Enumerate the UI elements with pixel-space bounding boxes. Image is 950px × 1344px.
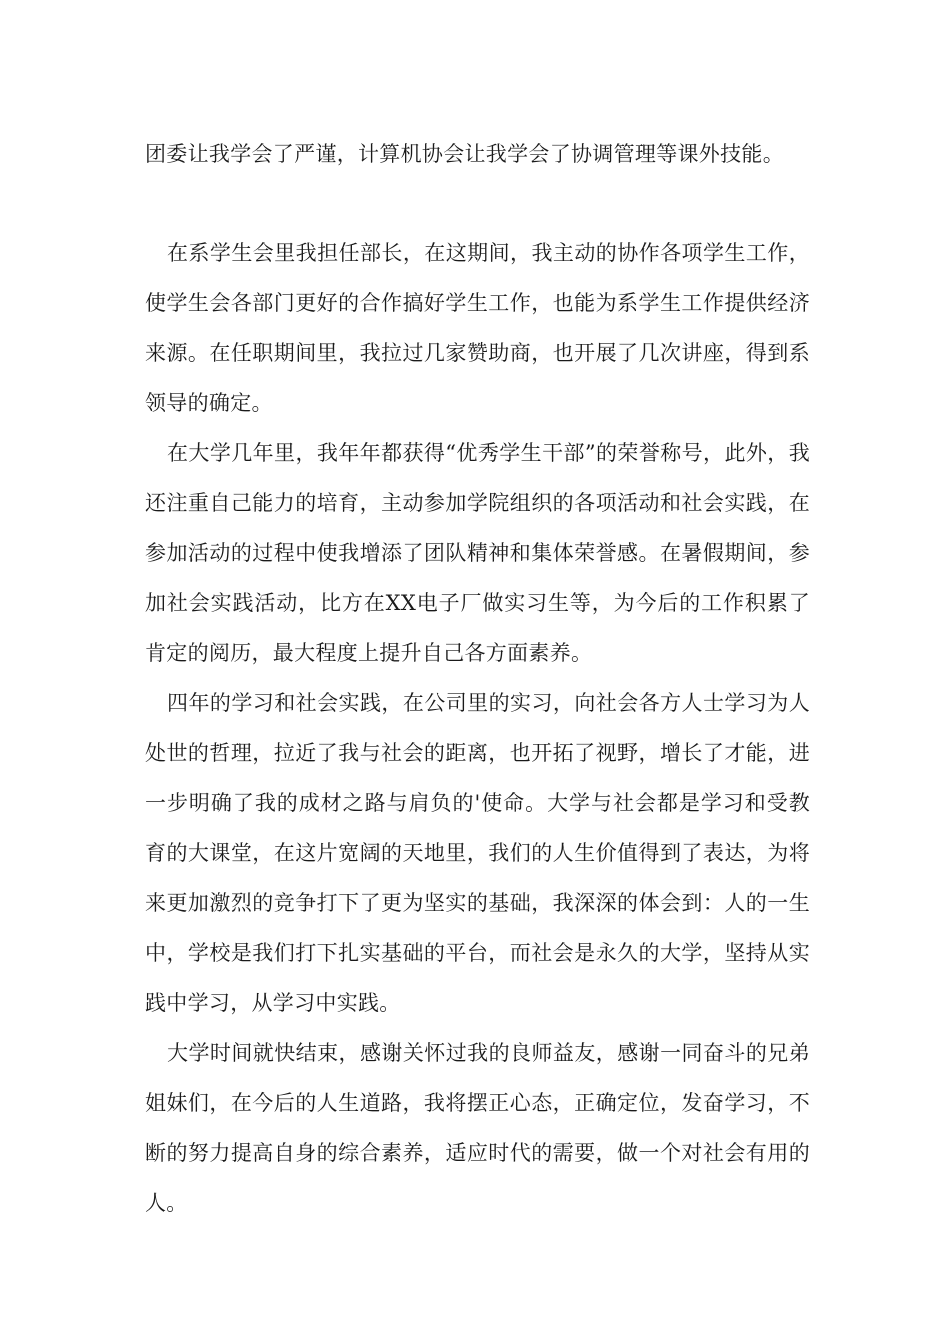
paragraph-practice: 四年的学习和社会实践，在公司里的实习，向社会各方人士学习为人处世的哲理，拉近了我与社会的距离，也开拓了视野，增长了才能，进一步明确了我的成材之路与肩负的'使命。大学与社会都是学习和受教育的大课堂，在这片宽阔的天地里，我们的人生价值得到了表达，为将来更加激烈的竞争打下了更为坚实的基础，我深深的体会到：人的一生中，学校是我们打下扎实基础的平台，而社会是永久的大学，坚持从实践中学习，从学习中实践。 — [145, 691, 810, 1015]
paragraph-conclusion: 大学时间就快结束，感谢关怀过我的良师益友，感谢一同奋斗的兄弟姐妹们，在今后的人生道路，我将摆正心态，正确定位，发奋学习，不断的努力提高自身的综合素养，适应时代的需要，做一个对社会有用的人。 — [145, 1041, 810, 1215]
paragraph-honors: 在大学几年里，我年年都获得“优秀学生干部”的荣誉称号，此外，我还注重自己能力的培育，主动参加学院组织的各项活动和社会实践，在参加活动的过程中使我增添了团队精神和集体荣誉感。在暑假期间，参加社会实践活动，比方在XX电子厂做实习生等，为今后的工作积累了肯定的阅历，最大程度上提升自己各方面素养。 — [145, 441, 810, 665]
body-text — [145, 228, 810, 1228]
continuation-line: 团委让我学会了严谨，计算机协会让我学会了协调管理等课外技能。 — [145, 142, 784, 166]
paragraph-student-union: 在系学生会里我担任部长，在这期间，我主动的协作各项学生工作，使学生会各部门更好的合作搞好学生工作，也能为系学生工作提供经济来源。在任职期间里，我拉过几家赞助商，也开展了几次讲座，得到系领导的确定。 — [145, 241, 810, 415]
